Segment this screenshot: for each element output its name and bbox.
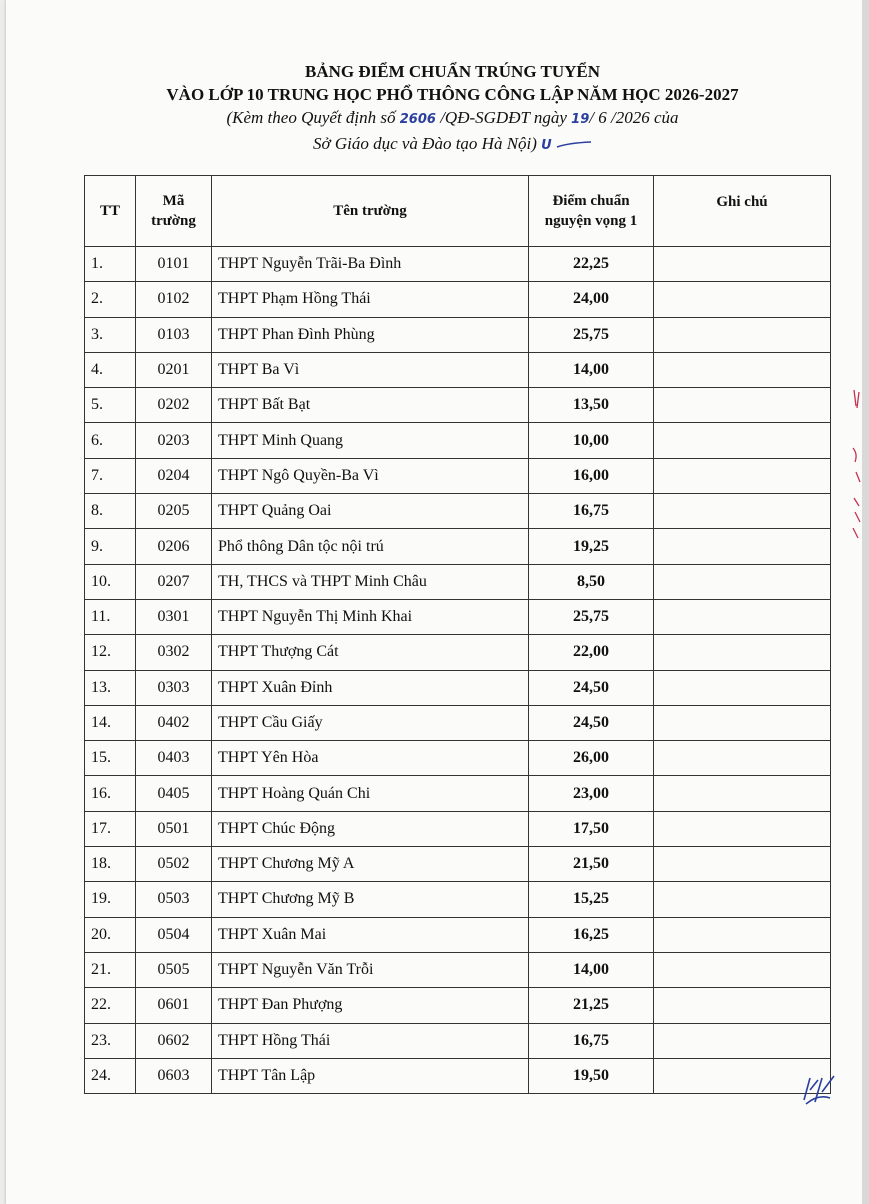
cell-note	[654, 599, 831, 634]
cell-score: 19,25	[529, 529, 654, 564]
cell-tt: 17.	[85, 811, 136, 846]
cell-tt: 6.	[85, 423, 136, 458]
cell-score: 15,25	[529, 882, 654, 917]
subtitle-line-2	[36, 132, 869, 158]
cell-school-name: THPT Thượng Cát	[212, 635, 529, 670]
table-row	[85, 741, 831, 776]
cell-school-name: THPT Nguyễn Thị Minh Khai	[212, 599, 529, 634]
table-row	[85, 458, 831, 493]
title-line-1: BẢNG ĐIỂM CHUẨN TRÚNG TUYỂN	[304, 62, 600, 81]
cell-note	[654, 317, 831, 352]
cell-tt: 14.	[85, 705, 136, 740]
cell-score: 10,00	[529, 423, 654, 458]
cell-tt: 21.	[85, 952, 136, 987]
table-row	[85, 599, 831, 634]
table-row	[85, 776, 831, 811]
cell-note	[654, 776, 831, 811]
cell-tt: 12.	[85, 635, 136, 670]
title-line-2: VÀO LỚP 10 TRUNG HỌC PHỔ THÔNG CÔNG LẬP NĂM HỌC 2026-2027	[166, 85, 739, 104]
cell-score: 8,50	[529, 564, 654, 599]
table-row	[85, 705, 831, 740]
cell-note	[654, 705, 831, 740]
cell-school-name: THPT Ba Vì	[212, 352, 529, 387]
cell-school-name: Phổ thông Dân tộc nội trú	[212, 529, 529, 564]
table-row	[85, 952, 831, 987]
cell-score: 25,75	[529, 317, 654, 352]
cell-note	[654, 952, 831, 987]
cell-note	[654, 494, 831, 529]
table-body	[85, 247, 831, 1094]
cell-tt: 7.	[85, 458, 136, 493]
table-row	[85, 635, 831, 670]
cell-score: 16,25	[529, 917, 654, 952]
cell-tt: 19.	[85, 882, 136, 917]
cell-note	[654, 423, 831, 458]
table-row	[85, 529, 831, 564]
cell-school-code: 0503	[136, 882, 212, 917]
subtitle-part-3: / 6 /2026 của	[589, 108, 679, 127]
cell-school-code: 0302	[136, 635, 212, 670]
cell-school-code: 0502	[136, 847, 212, 882]
cell-school-name: THPT Phạm Hồng Thái	[212, 282, 529, 317]
cell-score: 16,00	[529, 458, 654, 493]
decision-day-handwritten: 19	[571, 112, 590, 127]
cell-note	[654, 529, 831, 564]
cell-tt: 24.	[85, 1058, 136, 1093]
cell-school-code: 0102	[136, 282, 212, 317]
cell-school-code: 0402	[136, 705, 212, 740]
header-score-line-1: Điểm chuẩn	[552, 193, 630, 209]
cell-tt: 23.	[85, 1023, 136, 1058]
cell-note	[654, 988, 831, 1023]
cell-score: 24,50	[529, 670, 654, 705]
header-tt: TT	[85, 176, 136, 247]
cell-score: 16,75	[529, 494, 654, 529]
cell-school-code: 0201	[136, 352, 212, 387]
cell-tt: 22.	[85, 988, 136, 1023]
cell-tt: 4.	[85, 352, 136, 387]
cell-school-code: 0206	[136, 529, 212, 564]
cell-school-name: THPT Nguyễn Văn Trỗi	[212, 952, 529, 987]
cell-school-code: 0101	[136, 247, 212, 282]
cell-tt: 20.	[85, 917, 136, 952]
cell-school-code: 0204	[136, 458, 212, 493]
signature-mark: U	[541, 138, 552, 153]
cell-school-code: 0403	[136, 741, 212, 776]
cell-score: 14,00	[529, 952, 654, 987]
cell-note	[654, 811, 831, 846]
cell-school-code: 0203	[136, 423, 212, 458]
table-row	[85, 811, 831, 846]
cell-school-code: 0103	[136, 317, 212, 352]
cell-tt: 2.	[85, 282, 136, 317]
table-row	[85, 247, 831, 282]
header-school-name: Tên trường	[212, 176, 529, 247]
cell-note	[654, 670, 831, 705]
margin-scribble-icon	[850, 388, 864, 548]
cell-score: 24,00	[529, 282, 654, 317]
header-score-line-2: nguyện vọng 1	[544, 213, 638, 229]
cell-note	[654, 741, 831, 776]
cell-note	[654, 282, 831, 317]
header-code-line-1: Mã	[162, 193, 185, 209]
cell-school-name: THPT Nguyễn Trãi-Ba Đình	[212, 247, 529, 282]
cell-note	[654, 635, 831, 670]
cell-score: 26,00	[529, 741, 654, 776]
cell-score: 25,75	[529, 599, 654, 634]
cell-score: 13,50	[529, 388, 654, 423]
margin-scribble	[850, 388, 864, 551]
cell-school-name: THPT Bất Bạt	[212, 388, 529, 423]
cell-score: 14,00	[529, 352, 654, 387]
cell-school-name: THPT Phan Đình Phùng	[212, 317, 529, 352]
cell-score: 22,00	[529, 635, 654, 670]
cell-school-name: THPT Xuân Đỉnh	[212, 670, 529, 705]
header-note: Ghi chú	[654, 176, 831, 247]
cell-school-code: 0601	[136, 988, 212, 1023]
table-row	[85, 282, 831, 317]
cell-school-code: 0603	[136, 1058, 212, 1093]
cell-tt: 13.	[85, 670, 136, 705]
subtitle-issuer: Sở Giáo dục và Đào tạo Hà Nội)	[313, 134, 537, 153]
table-row	[85, 917, 831, 952]
cell-school-code: 0301	[136, 599, 212, 634]
page-edge	[862, 0, 869, 1204]
cell-tt: 5.	[85, 388, 136, 423]
cell-school-name: THPT Hồng Thái	[212, 1023, 529, 1058]
table-row	[85, 847, 831, 882]
cell-school-name: THPT Tân Lập	[212, 1058, 529, 1093]
cell-score: 16,75	[529, 1023, 654, 1058]
cell-tt: 1.	[85, 247, 136, 282]
cell-note	[654, 458, 831, 493]
cell-school-code: 0205	[136, 494, 212, 529]
header-code-line-2: trường	[151, 213, 196, 229]
cell-tt: 9.	[85, 529, 136, 564]
cell-score: 19,50	[529, 1058, 654, 1093]
table-row	[85, 494, 831, 529]
cell-tt: 8.	[85, 494, 136, 529]
cell-score: 21,50	[529, 847, 654, 882]
cell-school-name: THPT Hoàng Quán Chi	[212, 776, 529, 811]
cell-school-name: THPT Chương Mỹ B	[212, 882, 529, 917]
table-row	[85, 988, 831, 1023]
cell-tt: 3.	[85, 317, 136, 352]
cell-school-name: THPT Đan Phượng	[212, 988, 529, 1023]
cell-school-code: 0202	[136, 388, 212, 423]
cell-score: 22,25	[529, 247, 654, 282]
cell-note	[654, 247, 831, 282]
cell-school-name: THPT Chương Mỹ A	[212, 847, 529, 882]
cell-school-code: 0504	[136, 917, 212, 952]
subtitle-part-1: (Kèm theo Quyết định số	[226, 108, 396, 127]
document-header	[0, 60, 869, 158]
table-row	[85, 564, 831, 599]
cell-tt: 16.	[85, 776, 136, 811]
cell-note	[654, 882, 831, 917]
cell-school-name: THPT Ngô Quyền-Ba Vì	[212, 458, 529, 493]
cell-school-code: 0501	[136, 811, 212, 846]
scores-table	[84, 175, 831, 1094]
cell-school-name: THPT Cầu Giấy	[212, 705, 529, 740]
table-row	[85, 317, 831, 352]
cell-note	[654, 352, 831, 387]
cell-tt: 11.	[85, 599, 136, 634]
cell-note	[654, 564, 831, 599]
cell-school-code: 0303	[136, 670, 212, 705]
cell-school-name: THPT Yên Hòa	[212, 741, 529, 776]
table-row	[85, 882, 831, 917]
cell-tt: 18.	[85, 847, 136, 882]
cell-note	[654, 847, 831, 882]
cell-score: 24,50	[529, 705, 654, 740]
table-row	[85, 388, 831, 423]
table-row	[85, 423, 831, 458]
subtitle-line-1	[36, 106, 869, 132]
cell-note	[654, 388, 831, 423]
header-school-code	[136, 176, 212, 247]
cell-school-name: THPT Xuân Mai	[212, 917, 529, 952]
cell-tt: 15.	[85, 741, 136, 776]
table-row	[85, 1023, 831, 1058]
signature-stroke-icon	[556, 140, 592, 150]
cell-school-name: THPT Chúc Động	[212, 811, 529, 846]
cell-school-code: 0505	[136, 952, 212, 987]
cell-school-name: TH, THCS và THPT Minh Châu	[212, 564, 529, 599]
cell-note	[654, 1023, 831, 1058]
cell-score: 17,50	[529, 811, 654, 846]
table-header-row	[85, 176, 831, 247]
table-row	[85, 352, 831, 387]
cell-school-code: 0405	[136, 776, 212, 811]
initials-signature-icon	[800, 1072, 840, 1106]
cell-school-name: THPT Quảng Oai	[212, 494, 529, 529]
subtitle-part-2: /QĐ-SGDĐT ngày	[440, 108, 567, 127]
cell-tt: 10.	[85, 564, 136, 599]
table-row	[85, 1058, 831, 1093]
table-row	[85, 670, 831, 705]
header-score	[529, 176, 654, 247]
cell-score: 21,25	[529, 988, 654, 1023]
cell-school-name: THPT Minh Quang	[212, 423, 529, 458]
cell-school-code: 0602	[136, 1023, 212, 1058]
cell-school-code: 0207	[136, 564, 212, 599]
cell-note	[654, 917, 831, 952]
cell-score: 23,00	[529, 776, 654, 811]
decision-number-handwritten: 2606	[399, 112, 436, 127]
